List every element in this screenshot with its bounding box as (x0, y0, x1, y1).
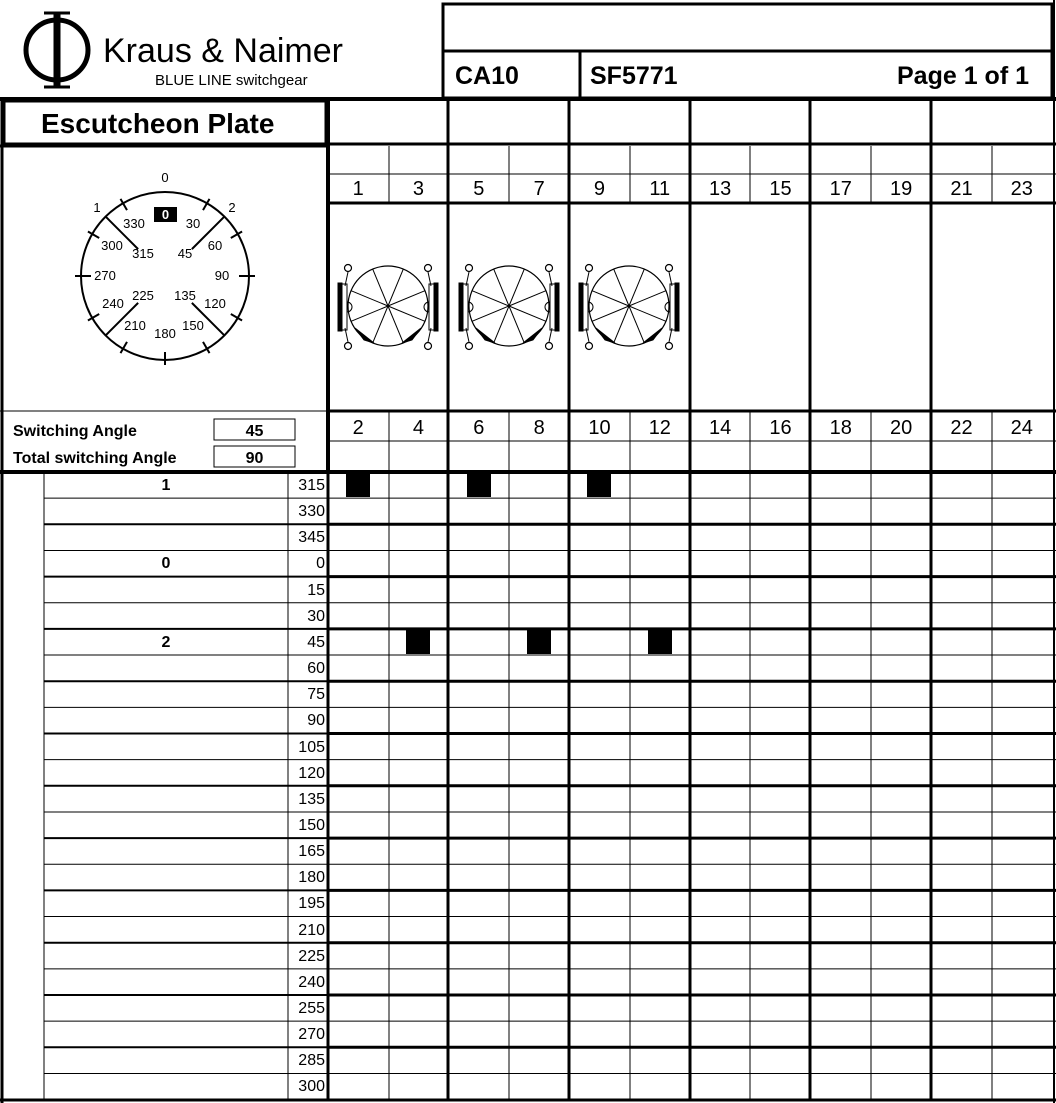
dial-angle-label: 225 (132, 288, 154, 303)
angle-value: 120 (298, 764, 325, 782)
terminal-number: 4 (412, 417, 425, 439)
total-switching-angle-value: 90 (245, 450, 264, 467)
angle-value: 15 (307, 581, 325, 599)
dial-position-label: 2 (228, 200, 236, 215)
switch-type: CA10 (455, 62, 519, 90)
angle-value: 345 (298, 529, 325, 547)
terminal-number: 7 (533, 178, 545, 200)
program-number: SF5771 (590, 62, 678, 90)
angle-value: 285 (298, 1052, 325, 1070)
terminal-number: 22 (950, 417, 973, 439)
position-label: 2 (161, 633, 171, 651)
angle-value: 300 (298, 1078, 325, 1096)
page-indicator: Page 1 of 1 (897, 62, 1029, 90)
switching-angle-value: 45 (245, 423, 264, 440)
dial-angle-label: 30 (185, 216, 201, 231)
terminal-number: 14 (709, 417, 732, 439)
dial-angle-label: 210 (124, 318, 146, 333)
cam-switch-block (579, 265, 679, 350)
brand-logo-symbol (26, 13, 88, 87)
dial-angle-label: 0 (161, 170, 169, 185)
angle-value: 60 (307, 660, 325, 678)
contact-closed-mark (406, 630, 430, 654)
terminal-number: 15 (769, 178, 792, 200)
angle-value: 255 (298, 1000, 325, 1017)
terminal-number: 9 (593, 178, 606, 200)
dial-angle-label: 120 (204, 296, 226, 311)
position-label: 1 (161, 477, 171, 494)
terminal-number: 5 (473, 178, 485, 200)
dial-angle-label: 45 (177, 246, 193, 261)
angle-value: 90 (307, 712, 325, 730)
dial-angle-label: 300 (101, 238, 123, 253)
dial-angle-label: 90 (214, 268, 230, 283)
contact-closed-mark (346, 473, 370, 497)
brand-name: Kraus & Naimer (103, 32, 343, 70)
dial-position-label: 1 (93, 200, 101, 215)
angle-value: 315 (298, 477, 325, 494)
terminal-number: 2 (352, 417, 364, 439)
terminal-number: 18 (829, 417, 852, 439)
dial-angle-label: 135 (174, 288, 196, 303)
terminal-number: 11 (649, 178, 671, 200)
contact-closed-mark (467, 473, 491, 497)
total-switching-angle-label: Total switching Angle (13, 450, 177, 467)
angle-value: 210 (298, 921, 325, 939)
angle-value: 0 (316, 555, 325, 573)
position-label: 0 (161, 555, 171, 573)
terminal-number: 3 (412, 178, 425, 200)
angle-value: 135 (298, 790, 325, 808)
dial-angle-label: 315 (132, 246, 154, 261)
terminal-number: 19 (890, 178, 913, 200)
terminal-number: 23 (1010, 178, 1033, 200)
dial-center-position: 0 (161, 207, 170, 222)
contact-closed-mark (648, 630, 672, 654)
dial-angle-label: 270 (94, 268, 116, 283)
terminal-number: 12 (648, 417, 671, 439)
angle-value: 75 (307, 686, 325, 704)
dial-angle-label: 240 (102, 296, 124, 311)
cam-switch-block (459, 265, 559, 350)
terminal-number: 6 (473, 417, 485, 439)
angle-value: 105 (298, 738, 325, 756)
angle-value: 240 (298, 973, 325, 991)
terminal-number: 8 (533, 417, 545, 439)
terminal-number: 21 (950, 178, 973, 200)
terminal-number: 17 (829, 178, 852, 200)
contact-closed-mark (527, 630, 551, 654)
terminal-number: 16 (769, 417, 792, 439)
terminal-number: 24 (1010, 417, 1033, 439)
terminal-number: 10 (588, 417, 611, 439)
angle-value: 195 (298, 895, 325, 913)
cam-switch-block (338, 265, 438, 350)
contact-closed-mark (587, 473, 611, 497)
section-title: Escutcheon Plate (41, 108, 275, 139)
angle-value: 225 (298, 947, 325, 965)
angle-value: 150 (298, 816, 325, 834)
angle-value: 165 (298, 843, 325, 861)
terminal-number: 1 (352, 178, 364, 200)
angle-value: 30 (307, 607, 325, 625)
angle-value: 270 (298, 1026, 325, 1044)
angle-value: 180 (298, 869, 325, 887)
dial-angle-label: 180 (154, 326, 176, 341)
switching-angle-label: Switching Angle (13, 423, 137, 440)
dial-angle-label: 60 (207, 238, 223, 253)
terminal-number: 13 (709, 178, 732, 200)
dial-angle-label: 330 (123, 216, 145, 231)
angle-value: 330 (298, 503, 325, 521)
brand-tagline: BLUE LINE switchgear (155, 72, 308, 89)
angle-value: 45 (307, 633, 325, 651)
dial-angle-label: 150 (182, 318, 204, 333)
terminal-number: 20 (890, 417, 913, 439)
